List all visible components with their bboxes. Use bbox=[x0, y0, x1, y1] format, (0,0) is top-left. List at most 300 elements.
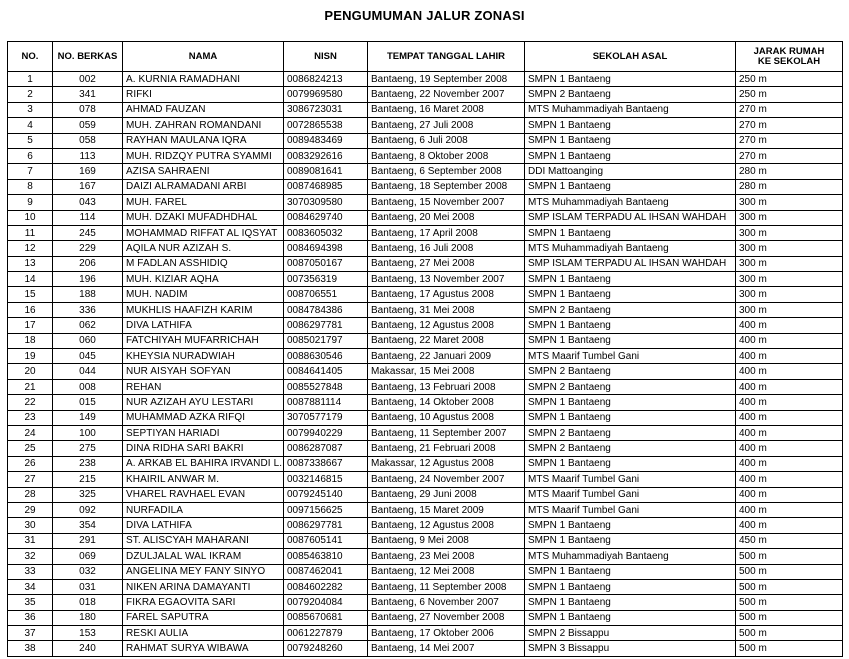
cell-jarak: 400 m bbox=[736, 472, 843, 487]
cell-sekolah: MTS Muhammadiyah Bantaeng bbox=[525, 195, 736, 210]
cell-jarak: 400 m bbox=[736, 395, 843, 410]
cell-nama: FATCHIYAH MUFARRICHAH bbox=[123, 333, 284, 348]
table-row bbox=[8, 179, 843, 194]
cell-sekolah: MTS Muhammadiyah Bantaeng bbox=[525, 549, 736, 564]
cell-berkas: 113 bbox=[53, 148, 123, 163]
cell-berkas: 354 bbox=[53, 518, 123, 533]
cell-nama: MUH. KIZIAR AQHA bbox=[123, 272, 284, 287]
cell-jarak: 300 m bbox=[736, 272, 843, 287]
cell-berkas: 002 bbox=[53, 72, 123, 87]
cell-sekolah: SMPN 1 Bantaeng bbox=[525, 533, 736, 548]
cell-no: 8 bbox=[8, 179, 53, 194]
cell-sekolah: SMPN 1 Bantaeng bbox=[525, 595, 736, 610]
table-row bbox=[8, 564, 843, 579]
cell-jarak: 500 m bbox=[736, 579, 843, 594]
cell-ttl: Bantaeng, 13 November 2007 bbox=[368, 272, 525, 287]
cell-jarak: 300 m bbox=[736, 225, 843, 240]
page-title: PENGUMUMAN JALUR ZONASI bbox=[324, 8, 525, 23]
cell-no: 21 bbox=[8, 379, 53, 394]
cell-sekolah: SMPN 1 Bantaeng bbox=[525, 318, 736, 333]
cell-nisn: 0088630546 bbox=[284, 349, 368, 364]
cell-no: 9 bbox=[8, 195, 53, 210]
cell-berkas: 245 bbox=[53, 225, 123, 240]
cell-no: 13 bbox=[8, 256, 53, 271]
table-row bbox=[8, 333, 843, 348]
cell-no: 3 bbox=[8, 102, 53, 117]
cell-sekolah: SMPN 1 Bantaeng bbox=[525, 610, 736, 625]
cell-nama: M FADLAN ASSHIDIQ bbox=[123, 256, 284, 271]
cell-nisn: 0061227879 bbox=[284, 626, 368, 641]
cell-no: 4 bbox=[8, 118, 53, 133]
cell-berkas: 045 bbox=[53, 349, 123, 364]
table-row bbox=[8, 518, 843, 533]
cell-ttl: Bantaeng, 23 Mei 2008 bbox=[368, 549, 525, 564]
cell-berkas: 078 bbox=[53, 102, 123, 117]
cell-no: 38 bbox=[8, 641, 53, 656]
cell-berkas: 058 bbox=[53, 133, 123, 148]
table-row bbox=[8, 349, 843, 364]
cell-nisn: 0085463810 bbox=[284, 549, 368, 564]
cell-sekolah: SMPN 1 Bantaeng bbox=[525, 333, 736, 348]
table-row bbox=[8, 472, 843, 487]
table-row bbox=[8, 595, 843, 610]
cell-nisn: 3086723031 bbox=[284, 102, 368, 117]
cell-berkas: 325 bbox=[53, 487, 123, 502]
cell-sekolah: MTS Maarif Tumbel Gani bbox=[525, 349, 736, 364]
cell-berkas: 062 bbox=[53, 318, 123, 333]
cell-nama: KHAIRIL ANWAR M. bbox=[123, 472, 284, 487]
cell-no: 10 bbox=[8, 210, 53, 225]
cell-nisn: 0089081641 bbox=[284, 164, 368, 179]
cell-berkas: 060 bbox=[53, 333, 123, 348]
cell-nisn: 0087605141 bbox=[284, 533, 368, 548]
table-row bbox=[8, 287, 843, 302]
table-row bbox=[8, 610, 843, 625]
cell-ttl: Bantaeng, 19 September 2008 bbox=[368, 72, 525, 87]
cell-ttl: Makassar, 12 Agustus 2008 bbox=[368, 456, 525, 471]
table-row bbox=[8, 210, 843, 225]
cell-berkas: 059 bbox=[53, 118, 123, 133]
cell-nisn: 0089483469 bbox=[284, 133, 368, 148]
cell-sekolah: SMPN 1 Bantaeng bbox=[525, 148, 736, 163]
cell-nama: AHMAD FAUZAN bbox=[123, 102, 284, 117]
cell-ttl: Bantaeng, 6 November 2007 bbox=[368, 595, 525, 610]
cell-nama: DIVA LATHIFA bbox=[123, 518, 284, 533]
cell-nisn: 0097156625 bbox=[284, 502, 368, 517]
table-row bbox=[8, 148, 843, 163]
cell-nama: AQILA NUR AZIZAH S. bbox=[123, 241, 284, 256]
cell-nisn: 0079940229 bbox=[284, 425, 368, 440]
table-row bbox=[8, 195, 843, 210]
cell-nama: MUH. NADIM bbox=[123, 287, 284, 302]
cell-no: 37 bbox=[8, 626, 53, 641]
cell-no: 14 bbox=[8, 272, 53, 287]
cell-nisn: 0079248260 bbox=[284, 641, 368, 656]
cell-ttl: Bantaeng, 22 Maret 2008 bbox=[368, 333, 525, 348]
table-row bbox=[8, 164, 843, 179]
cell-ttl: Bantaeng, 22 Januari 2009 bbox=[368, 349, 525, 364]
cell-jarak: 400 m bbox=[736, 425, 843, 440]
cell-jarak: 400 m bbox=[736, 456, 843, 471]
cell-sekolah: SMPN 1 Bantaeng bbox=[525, 72, 736, 87]
cell-sekolah: SMPN 1 Bantaeng bbox=[525, 133, 736, 148]
cell-no: 16 bbox=[8, 302, 53, 317]
cell-sekolah: SMPN 1 Bantaeng bbox=[525, 179, 736, 194]
table-body bbox=[8, 72, 843, 657]
cell-no: 15 bbox=[8, 287, 53, 302]
cell-sekolah: MTS Maarif Tumbel Gani bbox=[525, 487, 736, 502]
cell-jarak: 300 m bbox=[736, 302, 843, 317]
cell-no: 33 bbox=[8, 564, 53, 579]
cell-nama: A. KURNIA RAMADHANI bbox=[123, 72, 284, 87]
cell-berkas: 032 bbox=[53, 564, 123, 579]
cell-ttl: Bantaeng, 17 Oktober 2006 bbox=[368, 626, 525, 641]
cell-no: 5 bbox=[8, 133, 53, 148]
cell-sekolah: SMPN 3 Bissappu bbox=[525, 641, 736, 656]
cell-nama: RESKI AULIA bbox=[123, 626, 284, 641]
cell-nisn: 0087881114 bbox=[284, 395, 368, 410]
cell-sekolah: SMP ISLAM TERPADU AL IHSAN WAHDAH bbox=[525, 210, 736, 225]
cell-no: 20 bbox=[8, 364, 53, 379]
table-row bbox=[8, 118, 843, 133]
cell-sekolah: SMPN 2 Bantaeng bbox=[525, 364, 736, 379]
cell-nama: MUH. FAREL bbox=[123, 195, 284, 210]
cell-no: 17 bbox=[8, 318, 53, 333]
cell-berkas: 167 bbox=[53, 179, 123, 194]
cell-nama: FAREL SAPUTRA bbox=[123, 610, 284, 625]
cell-nisn: 008706551 bbox=[284, 287, 368, 302]
cell-berkas: 180 bbox=[53, 610, 123, 625]
cell-berkas: 043 bbox=[53, 195, 123, 210]
cell-nama: DAIZI ALRAMADANI ARBI bbox=[123, 179, 284, 194]
cell-nama: DZULJALAL WAL IKRAM bbox=[123, 549, 284, 564]
cell-nisn: 0032146815 bbox=[284, 472, 368, 487]
cell-nama: NUR AISYAH SOFYAN bbox=[123, 364, 284, 379]
header-jarak-line1: JARAK RUMAH bbox=[753, 45, 825, 57]
cell-no: 31 bbox=[8, 533, 53, 548]
cell-berkas: 229 bbox=[53, 241, 123, 256]
cell-berkas: 336 bbox=[53, 302, 123, 317]
table-row bbox=[8, 256, 843, 271]
cell-jarak: 400 m bbox=[736, 410, 843, 425]
cell-no: 6 bbox=[8, 148, 53, 163]
cell-sekolah: MTS Maarif Tumbel Gani bbox=[525, 472, 736, 487]
zonasi-table bbox=[7, 41, 843, 657]
cell-nisn: 3070309580 bbox=[284, 195, 368, 210]
table-row bbox=[8, 579, 843, 594]
cell-ttl: Bantaeng, 27 Juli 2008 bbox=[368, 118, 525, 133]
cell-jarak: 400 m bbox=[736, 518, 843, 533]
cell-sekolah: SMPN 1 Bantaeng bbox=[525, 118, 736, 133]
cell-sekolah: SMPN 1 Bantaeng bbox=[525, 225, 736, 240]
cell-sekolah: SMPN 2 Bantaeng bbox=[525, 379, 736, 394]
cell-no: 25 bbox=[8, 441, 53, 456]
cell-no: 1 bbox=[8, 72, 53, 87]
cell-nama: A. ARKAB EL BAHIRA IRVANDI L. bbox=[123, 456, 284, 471]
cell-jarak: 400 m bbox=[736, 487, 843, 502]
cell-jarak: 400 m bbox=[736, 502, 843, 517]
cell-nisn: 0083292616 bbox=[284, 148, 368, 163]
cell-jarak: 400 m bbox=[736, 364, 843, 379]
table-row bbox=[8, 133, 843, 148]
cell-nama: KHEYSIA NURADWIAH bbox=[123, 349, 284, 364]
cell-berkas: 196 bbox=[53, 272, 123, 287]
cell-nisn: 3070577179 bbox=[284, 410, 368, 425]
cell-sekolah: SMPN 2 Bantaeng bbox=[525, 87, 736, 102]
table-row bbox=[8, 626, 843, 641]
cell-ttl: Bantaeng, 20 Mei 2008 bbox=[368, 210, 525, 225]
cell-nisn: 0072865538 bbox=[284, 118, 368, 133]
cell-jarak: 300 m bbox=[736, 195, 843, 210]
header-berkas: NO. BERKAS bbox=[53, 42, 123, 72]
cell-jarak: 500 m bbox=[736, 595, 843, 610]
table-row bbox=[8, 379, 843, 394]
cell-ttl: Bantaeng, 17 Agustus 2008 bbox=[368, 287, 525, 302]
cell-nama: NIKEN ARINA DAMAYANTI bbox=[123, 579, 284, 594]
cell-ttl: Bantaeng, 10 Agustus 2008 bbox=[368, 410, 525, 425]
cell-nama: VHAREL RAVHAEL EVAN bbox=[123, 487, 284, 502]
cell-no: 36 bbox=[8, 610, 53, 625]
table-row bbox=[8, 533, 843, 548]
cell-nisn: 007356319 bbox=[284, 272, 368, 287]
table-row bbox=[8, 225, 843, 240]
cell-ttl: Bantaeng, 24 November 2007 bbox=[368, 472, 525, 487]
cell-berkas: 114 bbox=[53, 210, 123, 225]
cell-jarak: 270 m bbox=[736, 148, 843, 163]
cell-nama: MUKHLIS HAAFIZH KARIM bbox=[123, 302, 284, 317]
cell-no: 34 bbox=[8, 579, 53, 594]
cell-jarak: 500 m bbox=[736, 564, 843, 579]
table-row bbox=[8, 87, 843, 102]
cell-ttl: Bantaeng, 29 Juni 2008 bbox=[368, 487, 525, 502]
cell-ttl: Bantaeng, 6 Juli 2008 bbox=[368, 133, 525, 148]
cell-nisn: 0087050167 bbox=[284, 256, 368, 271]
cell-berkas: 188 bbox=[53, 287, 123, 302]
cell-ttl: Bantaeng, 15 Maret 2009 bbox=[368, 502, 525, 517]
table-row bbox=[8, 318, 843, 333]
cell-sekolah: SMPN 2 Bantaeng bbox=[525, 302, 736, 317]
cell-berkas: 240 bbox=[53, 641, 123, 656]
cell-sekolah: SMPN 1 Bantaeng bbox=[525, 518, 736, 533]
cell-sekolah: MTS Muhammadiyah Bantaeng bbox=[525, 102, 736, 117]
cell-ttl: Bantaeng, 16 Juli 2008 bbox=[368, 241, 525, 256]
cell-ttl: Bantaeng, 31 Mei 2008 bbox=[368, 302, 525, 317]
cell-nisn: 0079204084 bbox=[284, 595, 368, 610]
cell-ttl: Bantaeng, 12 Agustus 2008 bbox=[368, 518, 525, 533]
cell-nisn: 0085527848 bbox=[284, 379, 368, 394]
cell-no: 29 bbox=[8, 502, 53, 517]
cell-ttl: Bantaeng, 6 September 2008 bbox=[368, 164, 525, 179]
cell-berkas: 153 bbox=[53, 626, 123, 641]
table-row bbox=[8, 395, 843, 410]
cell-jarak: 450 m bbox=[736, 533, 843, 548]
cell-jarak: 250 m bbox=[736, 87, 843, 102]
cell-berkas: 238 bbox=[53, 456, 123, 471]
cell-nisn: 0084641405 bbox=[284, 364, 368, 379]
cell-nama: MOHAMMAD RIFFAT AL IQSYAT bbox=[123, 225, 284, 240]
cell-sekolah: SMPN 2 Bissappu bbox=[525, 626, 736, 641]
cell-nisn: 0087462041 bbox=[284, 564, 368, 579]
table-row bbox=[8, 364, 843, 379]
header-no: NO. bbox=[8, 42, 53, 72]
cell-sekolah: SMPN 1 Bantaeng bbox=[525, 410, 736, 425]
header-ttl: TEMPAT TANGGAL LAHIR bbox=[368, 42, 525, 72]
cell-sekolah: SMPN 2 Bantaeng bbox=[525, 425, 736, 440]
cell-nisn: 0085021797 bbox=[284, 333, 368, 348]
cell-nama: SEPTIYAN HARIADI bbox=[123, 425, 284, 440]
cell-ttl: Makassar, 15 Mei 2008 bbox=[368, 364, 525, 379]
cell-ttl: Bantaeng, 13 Februari 2008 bbox=[368, 379, 525, 394]
cell-nisn: 0084784386 bbox=[284, 302, 368, 317]
cell-berkas: 206 bbox=[53, 256, 123, 271]
cell-no: 26 bbox=[8, 456, 53, 471]
cell-jarak: 300 m bbox=[736, 256, 843, 271]
header-nama: NAMA bbox=[123, 42, 284, 72]
cell-sekolah: SMPN 1 Bantaeng bbox=[525, 395, 736, 410]
cell-nama: RIFKI bbox=[123, 87, 284, 102]
cell-nama: REHAN bbox=[123, 379, 284, 394]
cell-nama: RAYHAN MAULANA IQRA bbox=[123, 133, 284, 148]
cell-ttl: Bantaeng, 9 Mei 2008 bbox=[368, 533, 525, 548]
cell-jarak: 300 m bbox=[736, 210, 843, 225]
cell-berkas: 341 bbox=[53, 87, 123, 102]
cell-ttl: Bantaeng, 21 Februari 2008 bbox=[368, 441, 525, 456]
cell-berkas: 291 bbox=[53, 533, 123, 548]
table-row bbox=[8, 410, 843, 425]
cell-nama: ST. ALISCYAH MAHARANI bbox=[123, 533, 284, 548]
table-row bbox=[8, 241, 843, 256]
cell-nama: ANGELINA MEY FANY SINYO bbox=[123, 564, 284, 579]
cell-nisn: 0083605032 bbox=[284, 225, 368, 240]
cell-no: 23 bbox=[8, 410, 53, 425]
cell-sekolah: SMPN 1 Bantaeng bbox=[525, 287, 736, 302]
cell-nama: NUR AZIZAH AYU LESTARI bbox=[123, 395, 284, 410]
cell-nama: DIVA LATHIFA bbox=[123, 318, 284, 333]
cell-ttl: Bantaeng, 12 Mei 2008 bbox=[368, 564, 525, 579]
table-row bbox=[8, 425, 843, 440]
cell-jarak: 400 m bbox=[736, 441, 843, 456]
cell-jarak: 500 m bbox=[736, 641, 843, 656]
cell-jarak: 270 m bbox=[736, 133, 843, 148]
cell-no: 2 bbox=[8, 87, 53, 102]
table-row bbox=[8, 272, 843, 287]
cell-berkas: 149 bbox=[53, 410, 123, 425]
cell-nisn: 0084629740 bbox=[284, 210, 368, 225]
cell-berkas: 044 bbox=[53, 364, 123, 379]
cell-jarak: 270 m bbox=[736, 102, 843, 117]
cell-berkas: 100 bbox=[53, 425, 123, 440]
cell-nisn: 0085670681 bbox=[284, 610, 368, 625]
cell-ttl: Bantaeng, 14 Mei 2007 bbox=[368, 641, 525, 656]
cell-ttl: Bantaeng, 17 April 2008 bbox=[368, 225, 525, 240]
cell-jarak: 400 m bbox=[736, 349, 843, 364]
table-row bbox=[8, 502, 843, 517]
header-jarak-line2: KE SEKOLAH bbox=[757, 55, 821, 67]
cell-ttl: Bantaeng, 8 Oktober 2008 bbox=[368, 148, 525, 163]
cell-ttl: Bantaeng, 27 November 2008 bbox=[368, 610, 525, 625]
cell-jarak: 270 m bbox=[736, 118, 843, 133]
header-nisn: NISN bbox=[284, 42, 368, 72]
cell-nama: MUH. RIDZQY PUTRA SYAMMI bbox=[123, 148, 284, 163]
table-row bbox=[8, 102, 843, 117]
cell-no: 32 bbox=[8, 549, 53, 564]
cell-nama: DINA RIDHA SARI BAKRI bbox=[123, 441, 284, 456]
cell-nama: MUH. ZAHRAN ROMANDANI bbox=[123, 118, 284, 133]
cell-no: 28 bbox=[8, 487, 53, 502]
cell-jarak: 400 m bbox=[736, 333, 843, 348]
cell-no: 19 bbox=[8, 349, 53, 364]
cell-nisn: 0084694398 bbox=[284, 241, 368, 256]
table-row bbox=[8, 302, 843, 317]
cell-berkas: 018 bbox=[53, 595, 123, 610]
cell-ttl: Bantaeng, 27 Mei 2008 bbox=[368, 256, 525, 271]
cell-nisn: 0086824213 bbox=[284, 72, 368, 87]
cell-berkas: 092 bbox=[53, 502, 123, 517]
cell-nisn: 0086297781 bbox=[284, 318, 368, 333]
cell-berkas: 215 bbox=[53, 472, 123, 487]
cell-sekolah: SMPN 1 Bantaeng bbox=[525, 456, 736, 471]
cell-nisn: 0079969580 bbox=[284, 87, 368, 102]
cell-jarak: 500 m bbox=[736, 626, 843, 641]
table-row bbox=[8, 441, 843, 456]
cell-jarak: 300 m bbox=[736, 241, 843, 256]
cell-jarak: 400 m bbox=[736, 379, 843, 394]
cell-ttl: Bantaeng, 22 November 2007 bbox=[368, 87, 525, 102]
cell-jarak: 500 m bbox=[736, 610, 843, 625]
cell-sekolah: MTS Muhammadiyah Bantaeng bbox=[525, 241, 736, 256]
cell-berkas: 069 bbox=[53, 549, 123, 564]
cell-no: 22 bbox=[8, 395, 53, 410]
cell-nama: FIKRA EGAOVITA SARI bbox=[123, 595, 284, 610]
cell-nama: RAHMAT SURYA WIBAWA bbox=[123, 641, 284, 656]
cell-sekolah: DDI Mattoanging bbox=[525, 164, 736, 179]
cell-nisn: 0079245140 bbox=[284, 487, 368, 502]
cell-nama: AZISA SAHRAENI bbox=[123, 164, 284, 179]
cell-sekolah: SMPN 1 Bantaeng bbox=[525, 564, 736, 579]
cell-nama: MUH. DZAKI MUFADHDHAL bbox=[123, 210, 284, 225]
table-row bbox=[8, 549, 843, 564]
cell-ttl: Bantaeng, 16 Maret 2008 bbox=[368, 102, 525, 117]
cell-jarak: 500 m bbox=[736, 549, 843, 564]
cell-no: 30 bbox=[8, 518, 53, 533]
cell-no: 27 bbox=[8, 472, 53, 487]
cell-sekolah: SMPN 2 Bantaeng bbox=[525, 441, 736, 456]
cell-nama: NURFADILA bbox=[123, 502, 284, 517]
table-row bbox=[8, 641, 843, 656]
cell-nama: MUHAMMAD AZKA RIFQI bbox=[123, 410, 284, 425]
cell-jarak: 400 m bbox=[736, 318, 843, 333]
cell-ttl: Bantaeng, 15 November 2007 bbox=[368, 195, 525, 210]
cell-nisn: 0087468985 bbox=[284, 179, 368, 194]
cell-ttl: Bantaeng, 11 September 2008 bbox=[368, 579, 525, 594]
cell-jarak: 280 m bbox=[736, 164, 843, 179]
cell-ttl: Bantaeng, 18 September 2008 bbox=[368, 179, 525, 194]
cell-nisn: 0087338667 bbox=[284, 456, 368, 471]
cell-berkas: 169 bbox=[53, 164, 123, 179]
cell-no: 18 bbox=[8, 333, 53, 348]
cell-no: 12 bbox=[8, 241, 53, 256]
cell-berkas: 275 bbox=[53, 441, 123, 456]
cell-nisn: 0086287087 bbox=[284, 441, 368, 456]
cell-ttl: Bantaeng, 11 September 2007 bbox=[368, 425, 525, 440]
header-row bbox=[8, 42, 843, 72]
cell-no: 7 bbox=[8, 164, 53, 179]
cell-no: 24 bbox=[8, 425, 53, 440]
cell-berkas: 008 bbox=[53, 379, 123, 394]
cell-jarak: 250 m bbox=[736, 72, 843, 87]
cell-ttl: Bantaeng, 12 Agustus 2008 bbox=[368, 318, 525, 333]
cell-nisn: 0086297781 bbox=[284, 518, 368, 533]
